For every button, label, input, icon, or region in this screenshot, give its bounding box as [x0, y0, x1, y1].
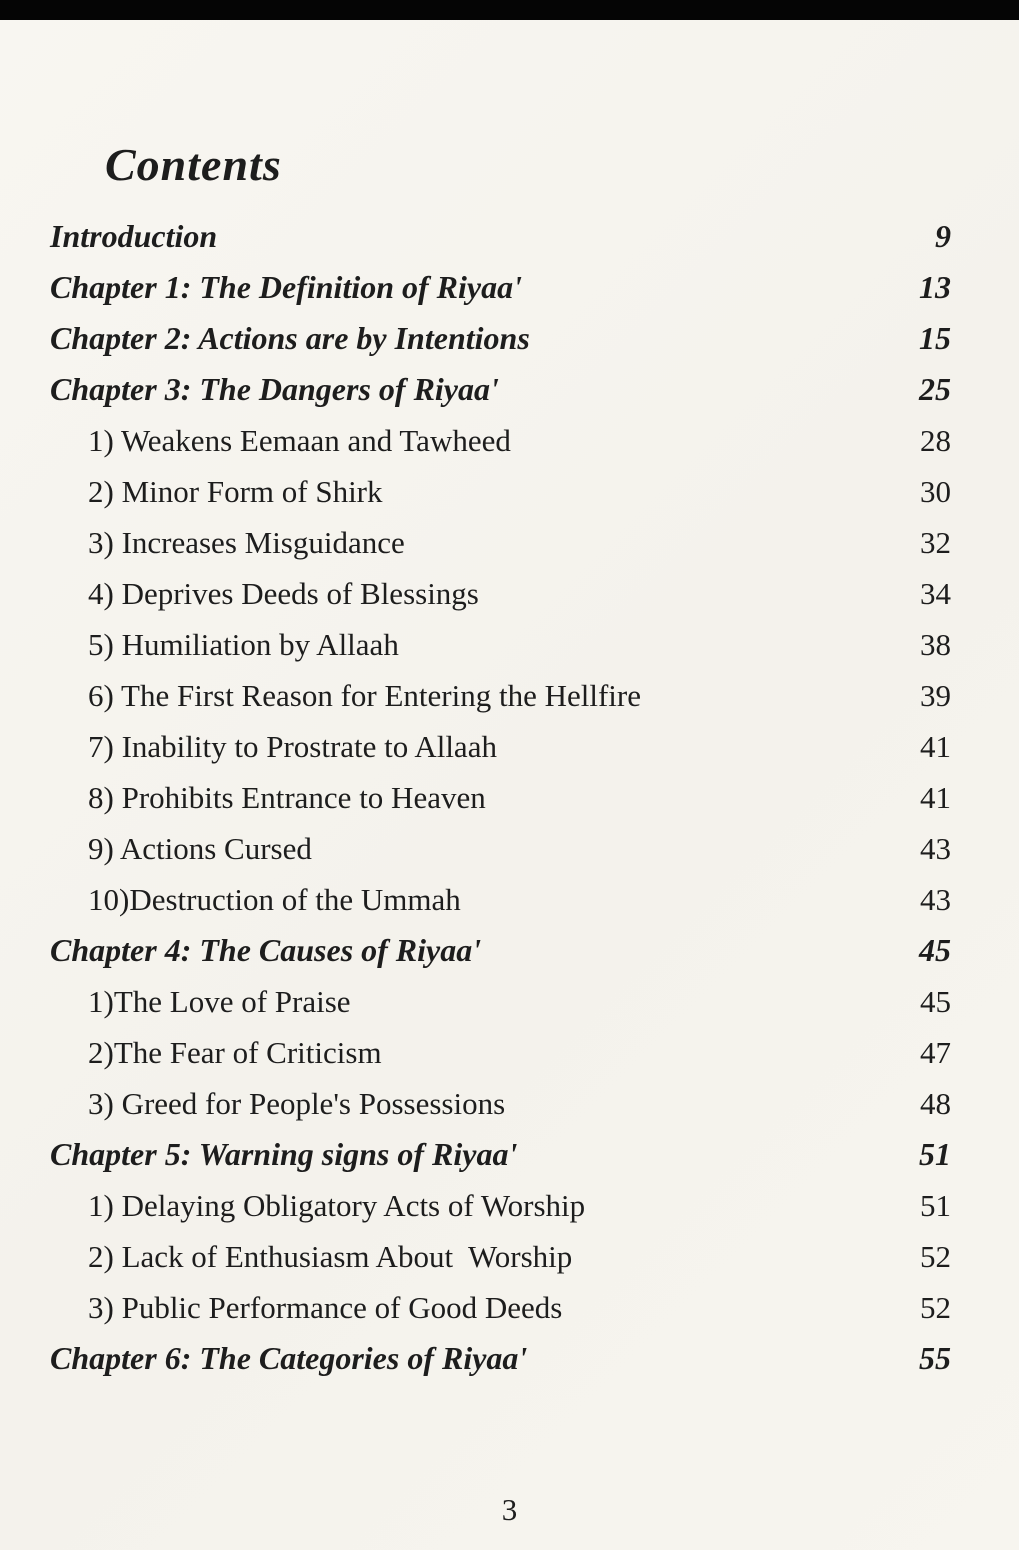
toc-row — [50, 262, 951, 313]
toc-list — [50, 211, 951, 1384]
toc-row — [50, 976, 951, 1027]
toc-row — [50, 466, 951, 517]
toc-row — [50, 1180, 951, 1231]
toc-entry-label: Chapter 1: The Definition of Riyaa' — [50, 269, 522, 305]
toc-entry-page: 47 — [920, 1035, 951, 1070]
toc-row — [50, 568, 951, 619]
toc-entry-label: Chapter 2: Actions are by Intentions — [50, 320, 530, 356]
toc-entry-page: 15 — [919, 320, 951, 356]
toc-entry-page: 41 — [920, 780, 951, 815]
toc-row — [50, 1078, 951, 1129]
toc-entry-label: Chapter 4: The Causes of Riyaa' — [50, 932, 482, 968]
toc-entry-page: 34 — [920, 576, 951, 611]
toc-entry-page: 9 — [935, 218, 951, 254]
toc-row — [50, 1333, 951, 1384]
toc-row — [50, 1027, 951, 1078]
toc-row — [50, 823, 951, 874]
toc-row — [50, 772, 951, 823]
toc-row — [50, 721, 951, 772]
toc-entry-page: 52 — [920, 1290, 951, 1325]
toc-entry-label: 1) Weakens Eemaan and Tawheed — [88, 423, 511, 458]
toc-entry-page: 39 — [920, 678, 951, 713]
toc-entry-label: 2) Minor Form of Shirk — [88, 474, 383, 509]
toc-row — [50, 925, 951, 976]
toc-entry-page: 38 — [920, 627, 951, 662]
toc-entry-page: 43 — [920, 882, 951, 917]
toc-entry-page: 45 — [919, 932, 951, 968]
toc-entry-page: 52 — [920, 1239, 951, 1274]
toc-row — [50, 517, 951, 568]
toc-entry-page: 45 — [920, 984, 951, 1019]
page-title: Contents — [105, 139, 282, 190]
toc-entry-page: 25 — [919, 371, 951, 407]
toc-entry-label: Chapter 3: The Dangers of Riyaa' — [50, 371, 499, 407]
toc-entry-page: 41 — [920, 729, 951, 764]
toc-entry-label: 6) The First Reason for Entering the Hellfire — [88, 678, 641, 713]
toc-entry-label: 2) Lack of Enthusiasm About Worship — [88, 1239, 573, 1274]
toc-entry-label: 3) Increases Misguidance — [88, 525, 405, 560]
toc-entry-label: 8) Prohibits Entrance to Heaven — [88, 780, 486, 815]
toc-row — [50, 211, 951, 262]
toc-entry-label: 3) Greed for People's Possessions — [88, 1086, 506, 1121]
toc-entry-page: 32 — [920, 525, 951, 560]
toc-entry-label: 5) Humiliation by Allaah — [88, 627, 399, 662]
toc-entry-label: 9) Actions Cursed — [88, 831, 312, 866]
toc-entry-page: 13 — [919, 269, 951, 305]
toc-entry-label: 2)The Fear of Criticism — [88, 1035, 382, 1070]
page-number: 3 — [501, 1492, 518, 1527]
toc-entry-label: 1) Delaying Obligatory Acts of Worship — [88, 1188, 586, 1223]
toc-row — [50, 670, 951, 721]
toc-entry-label: 7) Inability to Prostrate to Allaah — [88, 729, 497, 764]
toc-row — [50, 1129, 951, 1180]
toc-row — [50, 415, 951, 466]
toc-entry-label: Chapter 5: Warning signs of Riyaa' — [50, 1136, 518, 1172]
toc-row — [50, 364, 951, 415]
toc-entry-label: 1)The Love of Praise — [88, 984, 351, 1019]
toc-entry-label: Introduction — [50, 218, 218, 254]
toc-entry-label: 3) Public Performance of Good Deeds — [88, 1290, 563, 1325]
toc-row — [50, 1231, 951, 1282]
toc-entry-page: 55 — [919, 1340, 951, 1376]
toc-row — [50, 313, 951, 364]
toc-entry-page: 51 — [920, 1188, 951, 1223]
toc-entry-page: 30 — [920, 474, 951, 509]
toc-entry-label: 10)Destruction of the Ummah — [88, 882, 461, 917]
toc-entry-label: 4) Deprives Deeds of Blessings — [88, 576, 479, 611]
toc-entry-page: 43 — [920, 831, 951, 866]
toc-row — [50, 619, 951, 670]
toc-entry-page: 48 — [920, 1086, 951, 1121]
toc-entry-label: Chapter 6: The Categories of Riyaa' — [50, 1340, 528, 1376]
toc-row — [50, 874, 951, 925]
toc-row — [50, 1282, 951, 1333]
scan-artifact-top-bar — [0, 0, 1019, 20]
toc-entry-page: 51 — [919, 1136, 951, 1172]
toc-entry-page: 28 — [920, 423, 951, 458]
